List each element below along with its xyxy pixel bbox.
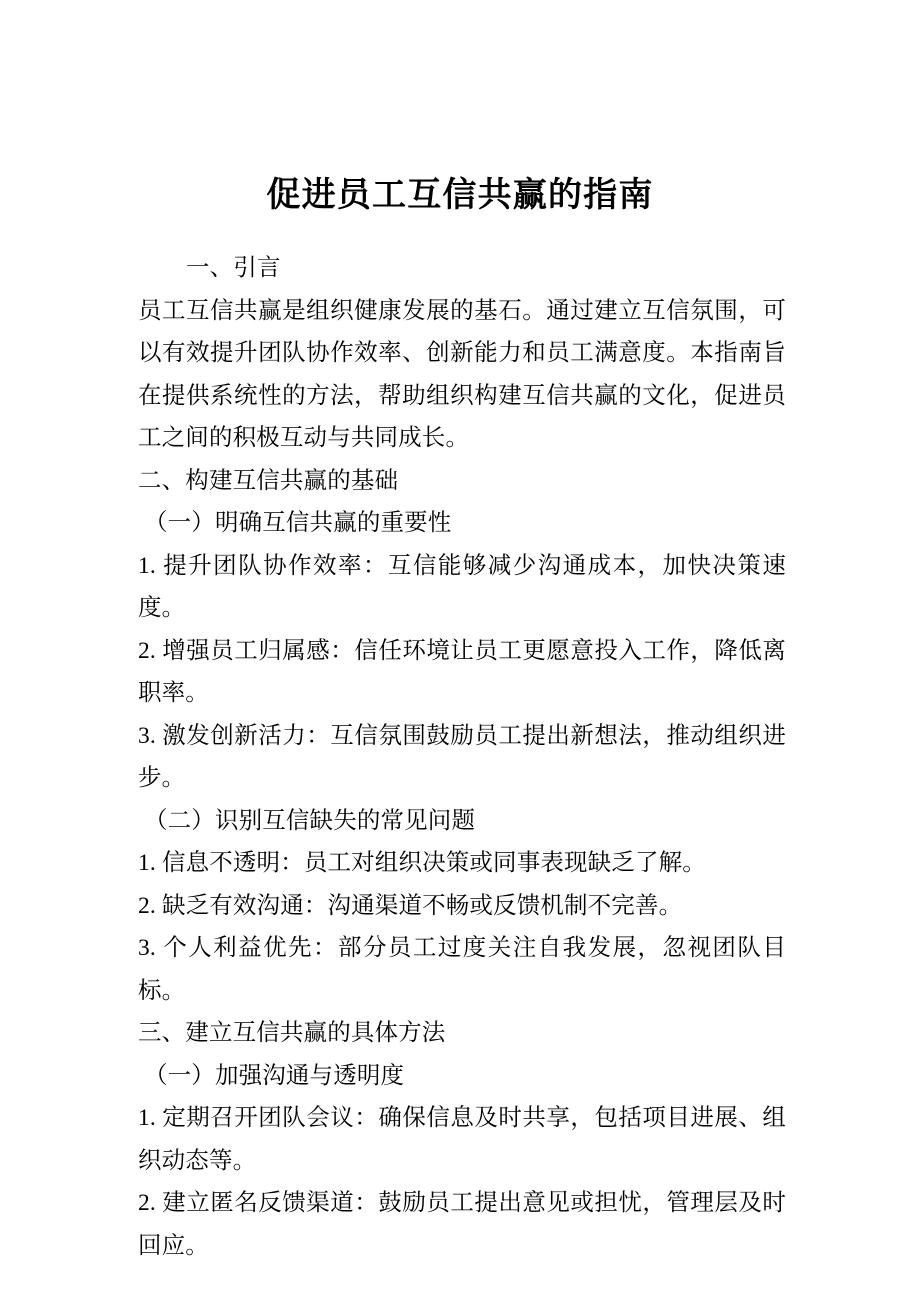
list-item: 2. 缺乏有效沟通：沟通渠道不畅或反馈机制不完善。 (138, 892, 683, 919)
list-item: 1. 定期召开团队会议：确保信息及时共享，包括项目进展、组织动态等。 (138, 1105, 786, 1174)
list-item: 3. 个人利益优先：部分员工过度关注自我发展，忽视团队目标。 (138, 935, 786, 1004)
intro-paragraph: 员工互信共赢是组织健康发展的基石。通过建立互信氛围，可以有效提升团队协作效率、创新能力和员工满意度。本指南旨在提供系统性的方法，帮助组织构建互信共赢的文化，促进员工之间的积极互动与共同成长。 (138, 297, 786, 451)
section-heading-1: 一、引言 (186, 255, 281, 281)
section-heading-2: 二、构建互信共赢的基础 (138, 467, 399, 494)
list-item: 1. 信息不透明：员工对组织决策或同事表现缺乏了解。 (138, 850, 706, 876)
list-item: 2. 建立匿名反馈渠道：鼓励员工提出意见或担忧，管理层及时回应。 (138, 1190, 786, 1259)
list-item: 1. 提升团队协作效率：互信能够减少沟通成本，加快决策速度。 (138, 552, 786, 621)
list-item: 2. 增强员工归属感：信任环境让员工更愿意投入工作，降低离职率。 (138, 637, 786, 706)
page-title: 促进员工互信共赢的指南 (266, 175, 654, 214)
subsection-heading-2-2: （二）识别互信缺失的常见问题 (144, 807, 476, 834)
section-heading-3: 三、建立互信共赢的具体方法 (138, 1020, 446, 1046)
subsection-heading-2-1: （一）明确互信共赢的重要性 (144, 510, 452, 536)
list-item: 3. 激发创新活力：互信氛围鼓励员工提出新想法，推动组织进步。 (138, 722, 786, 791)
document-body (138, 247, 786, 1267)
subsection-heading-3-1: （一）加强沟通与透明度 (144, 1062, 405, 1089)
